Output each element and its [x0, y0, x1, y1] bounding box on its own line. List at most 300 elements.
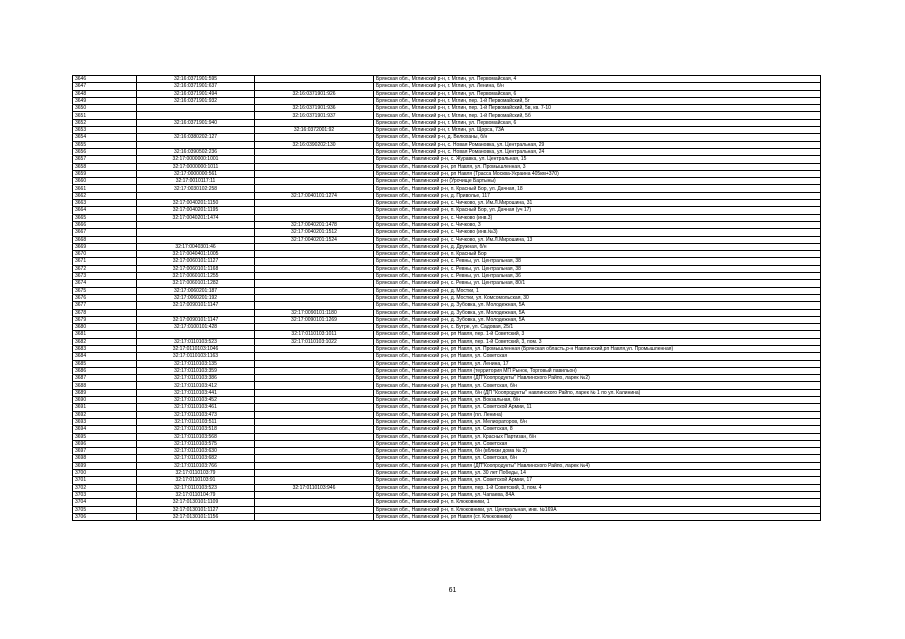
address-cell: Брянская обл., Навлинский р-н, с. Чичково, ул. Им.Л.Мирошина, 31 [374, 200, 821, 207]
cadastral-number-cell [137, 309, 255, 316]
table-row [73, 83, 821, 90]
related-cadastral-number-cell [255, 185, 374, 192]
table-row [73, 491, 821, 498]
related-cadastral-number-cell [255, 382, 374, 389]
address-cell: Брянская обл., Навлинский р-н, д. Зубовка, ул. Молодежная, 5А [374, 316, 821, 323]
table-row [73, 214, 821, 221]
related-cadastral-number-cell [255, 506, 374, 513]
row-number-cell: 3659 [73, 170, 137, 177]
table-row [73, 324, 821, 331]
related-cadastral-number-cell: 32:16:0371901:937 [255, 112, 374, 119]
cadastral-number-cell [137, 229, 255, 236]
row-number-cell: 3702 [73, 484, 137, 491]
cadastral-number-cell: 32:17:0110103:359 [137, 367, 255, 374]
related-cadastral-number-cell: 32:17:0110103:946 [255, 484, 374, 491]
related-cadastral-number-cell [255, 433, 374, 440]
address-cell: Брянская обл., Мглинский р-н, г. Мглин, ул. Ленина, б/н [374, 83, 821, 90]
address-cell: Брянская обл., Навлинский р-н (Урочище Бартыны) [374, 178, 821, 185]
address-cell: Брянская обл., Навлинский р-н, д. Зубовка, ул. Молодежная, 5А [374, 309, 821, 316]
cadastral-number-cell: 32:17:0110103:511 [137, 418, 255, 425]
row-number-cell: 3701 [73, 477, 137, 484]
address-cell: Брянская обл., Навлинский р-н, д. Приволье, 117 [374, 192, 821, 199]
table-row [73, 163, 821, 170]
cadastral-number-cell [137, 127, 255, 134]
row-number-cell: 3676 [73, 294, 137, 301]
address-cell: Брянская обл., Навлинский р-н, рп Навля, ул. Промышленная, 3 [374, 163, 821, 170]
address-cell: Брянская обл., Мглинский р-н, д. Велюханы, б/н [374, 134, 821, 141]
related-cadastral-number-cell [255, 156, 374, 163]
related-cadastral-number-cell: 32:17:0040201:1512 [255, 229, 374, 236]
cadastral-number-cell: 32:17:0110103:386 [137, 375, 255, 382]
row-number-cell: 3655 [73, 141, 137, 148]
address-cell: Брянская обл., Навлинский р-н, рп Навля (территория МП Рынок, Торговый павильон) [374, 367, 821, 374]
related-cadastral-number-cell [255, 163, 374, 170]
row-number-cell: 3666 [73, 221, 137, 228]
related-cadastral-number-cell [255, 97, 374, 104]
table-row [73, 397, 821, 404]
table-row [73, 455, 821, 462]
cadastral-number-cell: 32:17:0060101:1255 [137, 273, 255, 280]
address-cell: Брянская обл., Навлинский р-н, с. Чичково (инв.3) [374, 214, 821, 221]
cadastral-number-cell: 32:16:0380202:127 [137, 134, 255, 141]
records-table-body [73, 76, 821, 521]
cadastral-number-cell [137, 192, 255, 199]
cadastral-number-cell: 32:17:0110103:412 [137, 382, 255, 389]
related-cadastral-number-cell [255, 265, 374, 272]
cadastral-number-cell: 32:17:0060201:192 [137, 294, 255, 301]
row-number-cell: 3669 [73, 243, 137, 250]
related-cadastral-number-cell [255, 455, 374, 462]
address-cell: Брянская обл., Навлинский р-н, рп Навля, ул. Советской Армии, 17 [374, 477, 821, 484]
row-number-cell: 3648 [73, 90, 137, 97]
table-row [73, 426, 821, 433]
address-cell: Брянская обл., Навлинский р-н, с. Ревны, ул. Центральная, 80/1 [374, 280, 821, 287]
table-row [73, 331, 821, 338]
address-cell: Брянская обл., Навлинский р-н, рп Навля, пер. 1-й Советский, 3, пом. 4 [374, 484, 821, 491]
related-cadastral-number-cell [255, 134, 374, 141]
cadastral-number-cell: 32:17:0090101:1147 [137, 316, 255, 323]
address-cell: Брянская обл., Навлинский р-н, рп Навля, ул. Советской Армии, 11 [374, 404, 821, 411]
address-cell: Брянская обл., Навлинский р-н, рп Навля, ул. Мелиораторов, б/н [374, 418, 821, 425]
address-cell: Брянская обл., Навлинский р-н, с. Чичково, ул. Им.Л.Мирошина, 13 [374, 236, 821, 243]
related-cadastral-number-cell [255, 178, 374, 185]
related-cadastral-number-cell [255, 119, 374, 126]
cadastral-number-cell: 32:16:0371901:940 [137, 119, 255, 126]
row-number-cell: 3680 [73, 324, 137, 331]
row-number-cell: 3691 [73, 404, 137, 411]
cadastral-number-cell: 32:17:0130101:1109 [137, 499, 255, 506]
related-cadastral-number-cell: 32:17:0090101:1180 [255, 309, 374, 316]
address-cell: Брянская обл., Навлинский р-н, рп Навля, ул. Советская, б/н [374, 455, 821, 462]
related-cadastral-number-cell [255, 148, 374, 155]
table-row [73, 243, 821, 250]
address-cell: Брянская обл., Навлинский р-н, рп Навля, пер. 1-й Советский, 3, пом. 3 [374, 338, 821, 345]
row-number-cell: 3689 [73, 389, 137, 396]
table-row [73, 97, 821, 104]
table-row [73, 141, 821, 148]
cadastral-number-cell: 32:17:0030102:258 [137, 185, 255, 192]
row-number-cell: 3699 [73, 462, 137, 469]
related-cadastral-number-cell [255, 207, 374, 214]
cadastral-number-cell: 32:17:0010117:11 [137, 178, 255, 185]
table-row [73, 353, 821, 360]
cadastral-number-cell: 32:17:0100101:428 [137, 324, 255, 331]
cadastral-number-cell: 32:17:0040201:1150 [137, 200, 255, 207]
related-cadastral-number-cell [255, 243, 374, 250]
table-row [73, 105, 821, 112]
cadastral-number-cell: 32:17:0110104:79 [137, 491, 255, 498]
table-row [73, 440, 821, 447]
related-cadastral-number-cell [255, 170, 374, 177]
table-row [73, 499, 821, 506]
row-number-cell: 3692 [73, 411, 137, 418]
row-number-cell: 3704 [73, 499, 137, 506]
table-row [73, 389, 821, 396]
address-cell: Брянская обл., Мглинский р-н, г. Мглин, пер. 1-й Первомайский, 5в, кв. 7-10 [374, 105, 821, 112]
address-cell: Брянская обл., Навлинский р-н, рп Навля (ст. Клюковники) [374, 513, 821, 520]
row-number-cell: 3661 [73, 185, 137, 192]
records-table [72, 75, 821, 521]
address-cell: Брянская обл., Мглинский р-н, г. Мглин, ул. Первомайская, 4 [374, 76, 821, 83]
cadastral-number-cell: 32:17:0090101:1147 [137, 302, 255, 309]
cadastral-number-cell: 32:16:0371901:932 [137, 97, 255, 104]
table-row [73, 375, 821, 382]
related-cadastral-number-cell [255, 426, 374, 433]
address-cell: Брянская обл., Навлинский р-н, д. Дружная, б/н [374, 243, 821, 250]
related-cadastral-number-cell [255, 499, 374, 506]
table-row [73, 360, 821, 367]
address-cell: Брянская обл., Мглинский р-н, с. Новая Романовка, ул. Центральная, 24 [374, 148, 821, 155]
related-cadastral-number-cell [255, 83, 374, 90]
cadastral-number-cell: 32:17:0060101:1127 [137, 258, 255, 265]
address-cell: Брянская обл., Навлинский р-н, рп Навля, ул. Ленина, 17 [374, 360, 821, 367]
row-number-cell: 3703 [73, 491, 137, 498]
related-cadastral-number-cell [255, 462, 374, 469]
cadastral-number-cell: 32:17:0110103:682 [137, 455, 255, 462]
row-number-cell: 3658 [73, 163, 137, 170]
row-number-cell: 3657 [73, 156, 137, 163]
cadastral-number-cell: 32:17:0110103:1163 [137, 353, 255, 360]
row-number-cell: 3651 [73, 112, 137, 119]
row-number-cell: 3697 [73, 448, 137, 455]
table-row [73, 221, 821, 228]
cadastral-number-cell: 32:17:0110103:1046 [137, 345, 255, 352]
address-cell: Брянская обл., Навлинский р-н, с. Журавка, ул. Центральная, 15 [374, 156, 821, 163]
row-number-cell: 3650 [73, 105, 137, 112]
address-cell: Брянская обл., Мглинский р-н, г. Мглин, ул. Щорса, 73А [374, 127, 821, 134]
table-row [73, 251, 821, 258]
row-number-cell: 3671 [73, 258, 137, 265]
address-cell: Брянская обл., Мглинский р-н, г. Мглин, пер. 1-й Первомайский, 5б [374, 112, 821, 119]
row-number-cell: 3654 [73, 134, 137, 141]
address-cell: Брянская обл., Навлинский р-н, п. Клюковники, 1 [374, 499, 821, 506]
related-cadastral-number-cell [255, 404, 374, 411]
row-number-cell: 3664 [73, 207, 137, 214]
table-row [73, 382, 821, 389]
cadastral-number-cell: 32:17:0130101:1156 [137, 513, 255, 520]
cadastral-number-cell: 32:17:0110103:91 [137, 477, 255, 484]
row-number-cell: 3694 [73, 426, 137, 433]
cadastral-number-cell: 32:17:0060201:187 [137, 287, 255, 294]
related-cadastral-number-cell [255, 397, 374, 404]
related-cadastral-number-cell [255, 214, 374, 221]
cadastral-number-cell: 32:16:0371901:595 [137, 76, 255, 83]
row-number-cell: 3700 [73, 470, 137, 477]
related-cadastral-number-cell: 32:17:0040201:1478 [255, 221, 374, 228]
related-cadastral-number-cell [255, 273, 374, 280]
cadastral-number-cell: 32:17:0110103:461 [137, 404, 255, 411]
table-row [73, 273, 821, 280]
address-cell: Брянская обл., Навлинский р-н, п. Красный Бор, ул. Дачная, 18 [374, 185, 821, 192]
row-number-cell: 3665 [73, 214, 137, 221]
table-row [73, 404, 821, 411]
table-row [73, 119, 821, 126]
row-number-cell: 3668 [73, 236, 137, 243]
row-number-cell: 3690 [73, 397, 137, 404]
row-number-cell: 3647 [73, 83, 137, 90]
table-row [73, 156, 821, 163]
table-row [73, 294, 821, 301]
related-cadastral-number-cell [255, 302, 374, 309]
row-number-cell: 3693 [73, 418, 137, 425]
address-cell: Брянская обл., Навлинский р-н, рп Навля, ул. Советская, 8 [374, 426, 821, 433]
cadastral-number-cell: 32:17:0110103:575 [137, 440, 255, 447]
cadastral-number-cell: 32:17:0000000:1011 [137, 163, 255, 170]
row-number-cell: 3684 [73, 353, 137, 360]
table-row [73, 287, 821, 294]
address-cell: Брянская обл., Навлинский р-н, рп Навля, ул. 30 лет Победы, 14 [374, 470, 821, 477]
related-cadastral-number-cell: 32:17:0040201:1524 [255, 236, 374, 243]
cadastral-number-cell: 32:17:0110103:630 [137, 448, 255, 455]
address-cell: Брянская обл., Навлинский р-н, д. Зубовка, ул. Молодежная, 5А [374, 302, 821, 309]
cadastral-number-cell: 32:17:0110103:473 [137, 411, 255, 418]
table-row [73, 280, 821, 287]
table-row [73, 411, 821, 418]
table-row [73, 302, 821, 309]
related-cadastral-number-cell [255, 353, 374, 360]
address-cell: Брянская обл., Мглинский р-н, г. Мглин, пер. 1-й Первомайский, 5г [374, 97, 821, 104]
address-cell: Брянская обл., Навлинский р-н, д. Мостки, ул. Комсомольская, 30 [374, 294, 821, 301]
related-cadastral-number-cell: 32:16:0390202:130 [255, 141, 374, 148]
table-row [73, 506, 821, 513]
address-cell: Брянская обл., Навлинский р-н, рп Навля (пл. Ленина) [374, 411, 821, 418]
address-cell: Брянская обл., Навлинский р-н, с. Ревны, ул. Центральная, 38 [374, 265, 821, 272]
related-cadastral-number-cell [255, 513, 374, 520]
row-number-cell: 3674 [73, 280, 137, 287]
related-cadastral-number-cell: 32:16:0371901:926 [255, 90, 374, 97]
row-number-cell: 3681 [73, 331, 137, 338]
related-cadastral-number-cell [255, 470, 374, 477]
related-cadastral-number-cell [255, 477, 374, 484]
address-cell: Брянская обл., Мглинский р-н, г. Мглин, ул. Первомайская, 6 [374, 90, 821, 97]
row-number-cell: 3663 [73, 200, 137, 207]
table-row [73, 309, 821, 316]
related-cadastral-number-cell: 32:17:0090101:1269 [255, 316, 374, 323]
address-cell: Брянская обл., Мглинский р-н, с. Новая Романовка, ул. Центральная, 29 [374, 141, 821, 148]
related-cadastral-number-cell [255, 324, 374, 331]
related-cadastral-number-cell [255, 345, 374, 352]
cadastral-number-cell: 32:17:0040201:1474 [137, 214, 255, 221]
table-row [73, 470, 821, 477]
row-number-cell: 3683 [73, 345, 137, 352]
related-cadastral-number-cell [255, 418, 374, 425]
cadastral-number-cell: 32:17:0040401:1005 [137, 251, 255, 258]
address-cell: Брянская обл., Навлинский р-н, п. Красный Бор, ул. Дачная (уч 17) [374, 207, 821, 214]
cadastral-number-cell: 32:17:0110103:452 [137, 397, 255, 404]
row-number-cell: 3667 [73, 229, 137, 236]
related-cadastral-number-cell [255, 367, 374, 374]
cadastral-number-cell: 32:17:0060101:1282 [137, 280, 255, 287]
address-cell: Брянская обл., Навлинский р-н, с. Чичково (инв.№3) [374, 229, 821, 236]
cadastral-number-cell: 32:17:0110103:135 [137, 360, 255, 367]
address-cell: Брянская обл., Навлинский р-н, рп Навля, ул. Советская, б/н [374, 382, 821, 389]
related-cadastral-number-cell [255, 360, 374, 367]
related-cadastral-number-cell [255, 440, 374, 447]
related-cadastral-number-cell [255, 375, 374, 382]
table-row [73, 236, 821, 243]
table-row [73, 178, 821, 185]
related-cadastral-number-cell [255, 294, 374, 301]
table-row [73, 418, 821, 425]
cadastral-number-cell: 32:17:0110103:568 [137, 433, 255, 440]
table-row [73, 185, 821, 192]
table-row [73, 207, 821, 214]
table-row [73, 265, 821, 272]
related-cadastral-number-cell: 32:17:0110103:1022 [255, 338, 374, 345]
row-number-cell: 3675 [73, 287, 137, 294]
related-cadastral-number-cell [255, 448, 374, 455]
row-number-cell: 3695 [73, 433, 137, 440]
cadastral-number-cell [137, 221, 255, 228]
cadastral-number-cell: 32:17:0110103:766 [137, 462, 255, 469]
address-cell: Брянская обл., Навлинский р-н, п. Клюковники, ул. Центральная, инв. №169А [374, 506, 821, 513]
row-number-cell: 3670 [73, 251, 137, 258]
address-cell: Брянская обл., Навлинский р-н, рп Навля, ул. Промышленная (Брянская область,р-н Навлинский,рп Навля,ул. Промышленная) [374, 345, 821, 352]
cadastral-number-cell: 32:17:0000000:561 [137, 170, 255, 177]
address-cell: Брянская обл., Навлинский р-н, с. Чичково, 3 [374, 221, 821, 228]
address-cell: Брянская обл., Навлинский р-н, д. Мостки, 1 [374, 287, 821, 294]
row-number-cell: 3677 [73, 302, 137, 309]
row-number-cell: 3653 [73, 127, 137, 134]
row-number-cell: 3652 [73, 119, 137, 126]
address-cell: Брянская обл., Навлинский р-н, п. Красный Бор [374, 251, 821, 258]
cadastral-number-cell: 32:17:0110103:441 [137, 389, 255, 396]
table-row [73, 513, 821, 520]
row-number-cell: 3696 [73, 440, 137, 447]
table-row [73, 90, 821, 97]
cadastral-number-cell: 32:17:0060101:1168 [137, 265, 255, 272]
address-cell: Брянская обл., Навлинский р-н, рп Навля, б/н (ДП "Коопродукты" навлинского Райпо, ларек № 1 по ул. Калинина) [374, 389, 821, 396]
table-row [73, 338, 821, 345]
row-number-cell: 3682 [73, 338, 137, 345]
cadastral-number-cell: 32:17:0040301:46 [137, 243, 255, 250]
related-cadastral-number-cell [255, 251, 374, 258]
table-row [73, 148, 821, 155]
table-row [73, 229, 821, 236]
table-row [73, 76, 821, 83]
related-cadastral-number-cell: 32:17:0040101:1274 [255, 192, 374, 199]
address-cell: Брянская обл., Мглинский р-н, г. Мглин, ул. Первомайская, 6 [374, 119, 821, 126]
address-cell: Брянская обл., Навлинский р-н, с. Ревны, ул. Центральная, 38 [374, 258, 821, 265]
cadastral-number-cell: 32:17:0110103:523 [137, 484, 255, 491]
row-number-cell: 3656 [73, 148, 137, 155]
table-row [73, 134, 821, 141]
address-cell: Брянская обл., Навлинский р-н, с. Бутре, ул. Садовая, 25/1 [374, 324, 821, 331]
address-cell: Брянская обл., Навлинский р-н, рп Навля (ДП"Коопродукты" Навлинского Райпо, ларек №2) [374, 375, 821, 382]
row-number-cell: 3672 [73, 265, 137, 272]
table-row [73, 345, 821, 352]
table-row [73, 112, 821, 119]
related-cadastral-number-cell: 32:16:0372001:92 [255, 127, 374, 134]
cadastral-number-cell: 32:17:0110103:79 [137, 470, 255, 477]
related-cadastral-number-cell [255, 287, 374, 294]
address-cell: Брянская обл., Навлинский р-н, рп Навля, ул. Советская [374, 353, 821, 360]
cadastral-number-cell: 32:16:0371901:494 [137, 90, 255, 97]
row-number-cell: 3705 [73, 506, 137, 513]
cadastral-number-cell: 32:16:0371901:637 [137, 83, 255, 90]
row-number-cell: 3685 [73, 360, 137, 367]
row-number-cell: 3686 [73, 367, 137, 374]
cadastral-number-cell [137, 141, 255, 148]
related-cadastral-number-cell [255, 258, 374, 265]
address-cell: Брянская обл., Навлинский р-н, рп Навля (Трасса Москва-Украина 405км+370) [374, 170, 821, 177]
address-cell: Брянская обл., Навлинский р-н, рп Навля (ДП"Коопродукты" Навлинского Райпо, ларек №4) [374, 462, 821, 469]
related-cadastral-number-cell [255, 200, 374, 207]
row-number-cell: 3660 [73, 178, 137, 185]
table-row [73, 484, 821, 491]
table-row [73, 316, 821, 323]
cadastral-number-cell: 32:16:0390502:236 [137, 148, 255, 155]
cadastral-number-cell: 32:17:0000000:1001 [137, 156, 255, 163]
table-row [73, 192, 821, 199]
cadastral-number-cell [137, 331, 255, 338]
cadastral-number-cell: 32:17:0040201:1195 [137, 207, 255, 214]
row-number-cell: 3698 [73, 455, 137, 462]
row-number-cell: 3688 [73, 382, 137, 389]
table-row [73, 448, 821, 455]
table-row [73, 477, 821, 484]
cadastral-number-cell [137, 236, 255, 243]
related-cadastral-number-cell [255, 411, 374, 418]
row-number-cell: 3679 [73, 316, 137, 323]
table-row [73, 127, 821, 134]
row-number-cell: 3678 [73, 309, 137, 316]
row-number-cell: 3649 [73, 97, 137, 104]
table-row [73, 200, 821, 207]
row-number-cell: 3662 [73, 192, 137, 199]
table-row [73, 462, 821, 469]
row-number-cell: 3673 [73, 273, 137, 280]
related-cadastral-number-cell [255, 389, 374, 396]
table-row [73, 433, 821, 440]
address-cell: Брянская обл., Навлинский р-н, рп Навля, б/н (вблизи дома № 2) [374, 448, 821, 455]
related-cadastral-number-cell: 32:17:0110103:1011 [255, 331, 374, 338]
address-cell: Брянская обл., Навлинский р-н, с. Ревны, ул. Центральная, 36 [374, 273, 821, 280]
address-cell: Брянская обл., Навлинский р-н, рп Навля, ул. Советская [374, 440, 821, 447]
related-cadastral-number-cell [255, 76, 374, 83]
cadastral-number-cell: 32:17:0110103:523 [137, 338, 255, 345]
related-cadastral-number-cell [255, 280, 374, 287]
cadastral-number-cell [137, 112, 255, 119]
row-number-cell: 3646 [73, 76, 137, 83]
cadastral-number-cell: 32:17:0130101:1127 [137, 506, 255, 513]
table-row [73, 170, 821, 177]
address-cell: Брянская обл., Навлинский р-н, рп Навля, ул. Чапаева, 84А [374, 491, 821, 498]
row-number-cell: 3706 [73, 513, 137, 520]
table-row [73, 367, 821, 374]
address-cell: Брянская обл., Навлинский р-н, рп Навля, ул. Вокзальная, б/н [374, 397, 821, 404]
table-row [73, 258, 821, 265]
